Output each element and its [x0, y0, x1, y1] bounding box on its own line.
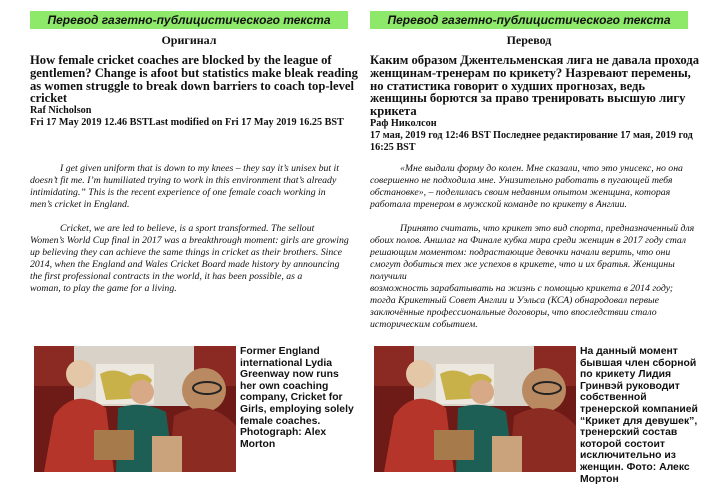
- translation-body: [370, 163, 695, 331]
- original-date: [30, 117, 370, 129]
- coach-photo-translation: [374, 346, 576, 472]
- section-header-original: Перевод газетно-публицистического текста: [30, 11, 348, 29]
- original-date-prefix: Fri 17 May 2019 12.46 BSTLast modified on Fri 17 May 2019: [30, 117, 300, 129]
- translation-author: Раф Николсон: [370, 117, 437, 129]
- translation-label: Перевод: [506, 33, 552, 47]
- translation-headline: Каким образом Джентельменская лига не давала прохода женщинам-тренерам по крикету? Назревают перемены, но статистика говорит о худших прогнозах, ведь женщины борются за право тренировать высшую лигу крикета: [370, 53, 700, 119]
- original-headline-block: [30, 54, 370, 129]
- translation-paragraph-2-end: возможность зарабатывать на жизнь с помощью крикета в 2014 году; тогда Крикетный Совет Англии и Уэльса (КСА) обнародовал первые заключённые профессиональные договоры, что впоследствии стало историческим событием.: [370, 283, 673, 330]
- translation-paragraph-1: «Мне выдали форму до колен. Мне сказали, что это унисекс, но она совершенно не подходила мне. Унизительно работать в пугающей тебя обстановке», – поделилась своим недавним опытом женщина, которая работала тренером в мужской команде по крикету в Англии.: [370, 163, 683, 210]
- photo-illustration: [374, 346, 576, 472]
- original-headline: How female cricket coaches are blocked by the league of gentlemen? Change is afoot but statistics make bleak reading as women struggle to break down barriers to coach top-level cricket: [30, 53, 358, 106]
- translation-column: [370, 0, 705, 485]
- section-header-translation: Перевод газетно-публицистического текста: [370, 11, 688, 29]
- translation-caption: На данный момент бывшая член сборной по крикету Лидия Гринвэй руководит собственной тренерской компанией “Крикет для девушек”, тренерский состав которой состоит исключительно из женщин. Фото: Алекс Мортон: [580, 346, 698, 485]
- translation-paragraph-2: Принято считать, что крикет это вид спорта, предназначенный для обоих полов. Аншлаг на Финале кубка мира среди женщин в 2017 году стал решающим моментом: подрастающие девочки начали верить, что они смогут добиться тех же успехов в крикете, что и их братья. Женщины получили: [370, 223, 695, 282]
- original-column: [30, 0, 365, 480]
- original-label: Оригинал: [161, 33, 217, 47]
- original-body: [30, 163, 350, 295]
- original-paragraph-2: Cricket, we are led to believe, is a sport transformed. The sellout Women’s World Cup final in 2017 was a breakthrough moment: girls are growing up believing they can achieve the same things in cricket as their brothers. Since 2014, when the England and Wales Cricket Board made history by announcing the first professional contracts in the world, it has been possible, as a: [30, 223, 349, 282]
- coach-photo-original: [34, 346, 236, 472]
- original-date-time: 16.25: [299, 117, 323, 129]
- original-date-suffix: BST: [322, 117, 344, 129]
- translation-date: 17 мая, 2019 год 12:46 BST Последнее редактирование 17 мая, 2019 год 16:25 BST: [370, 129, 693, 153]
- original-paragraph-1: I get given uniform that is down to my knees – they say it’s unisex but it doesn’t fit me. I’m humiliated trying to work in this environment that’s already intimidating.” This is the recent experience of one female coach working in men’s cricket in England.: [30, 163, 339, 210]
- original-caption: Former England international Lydia Greenway now runs her own coaching company, Cricket for Girls, employing solely female coaches. Photograph: Alex Morton: [240, 346, 354, 450]
- original-paragraph-2-end: woman, to play the game for a living.: [30, 283, 177, 294]
- photo-illustration: [34, 346, 236, 472]
- translation-headline-block: [370, 54, 700, 154]
- original-author: Raf Nicholson: [30, 105, 92, 117]
